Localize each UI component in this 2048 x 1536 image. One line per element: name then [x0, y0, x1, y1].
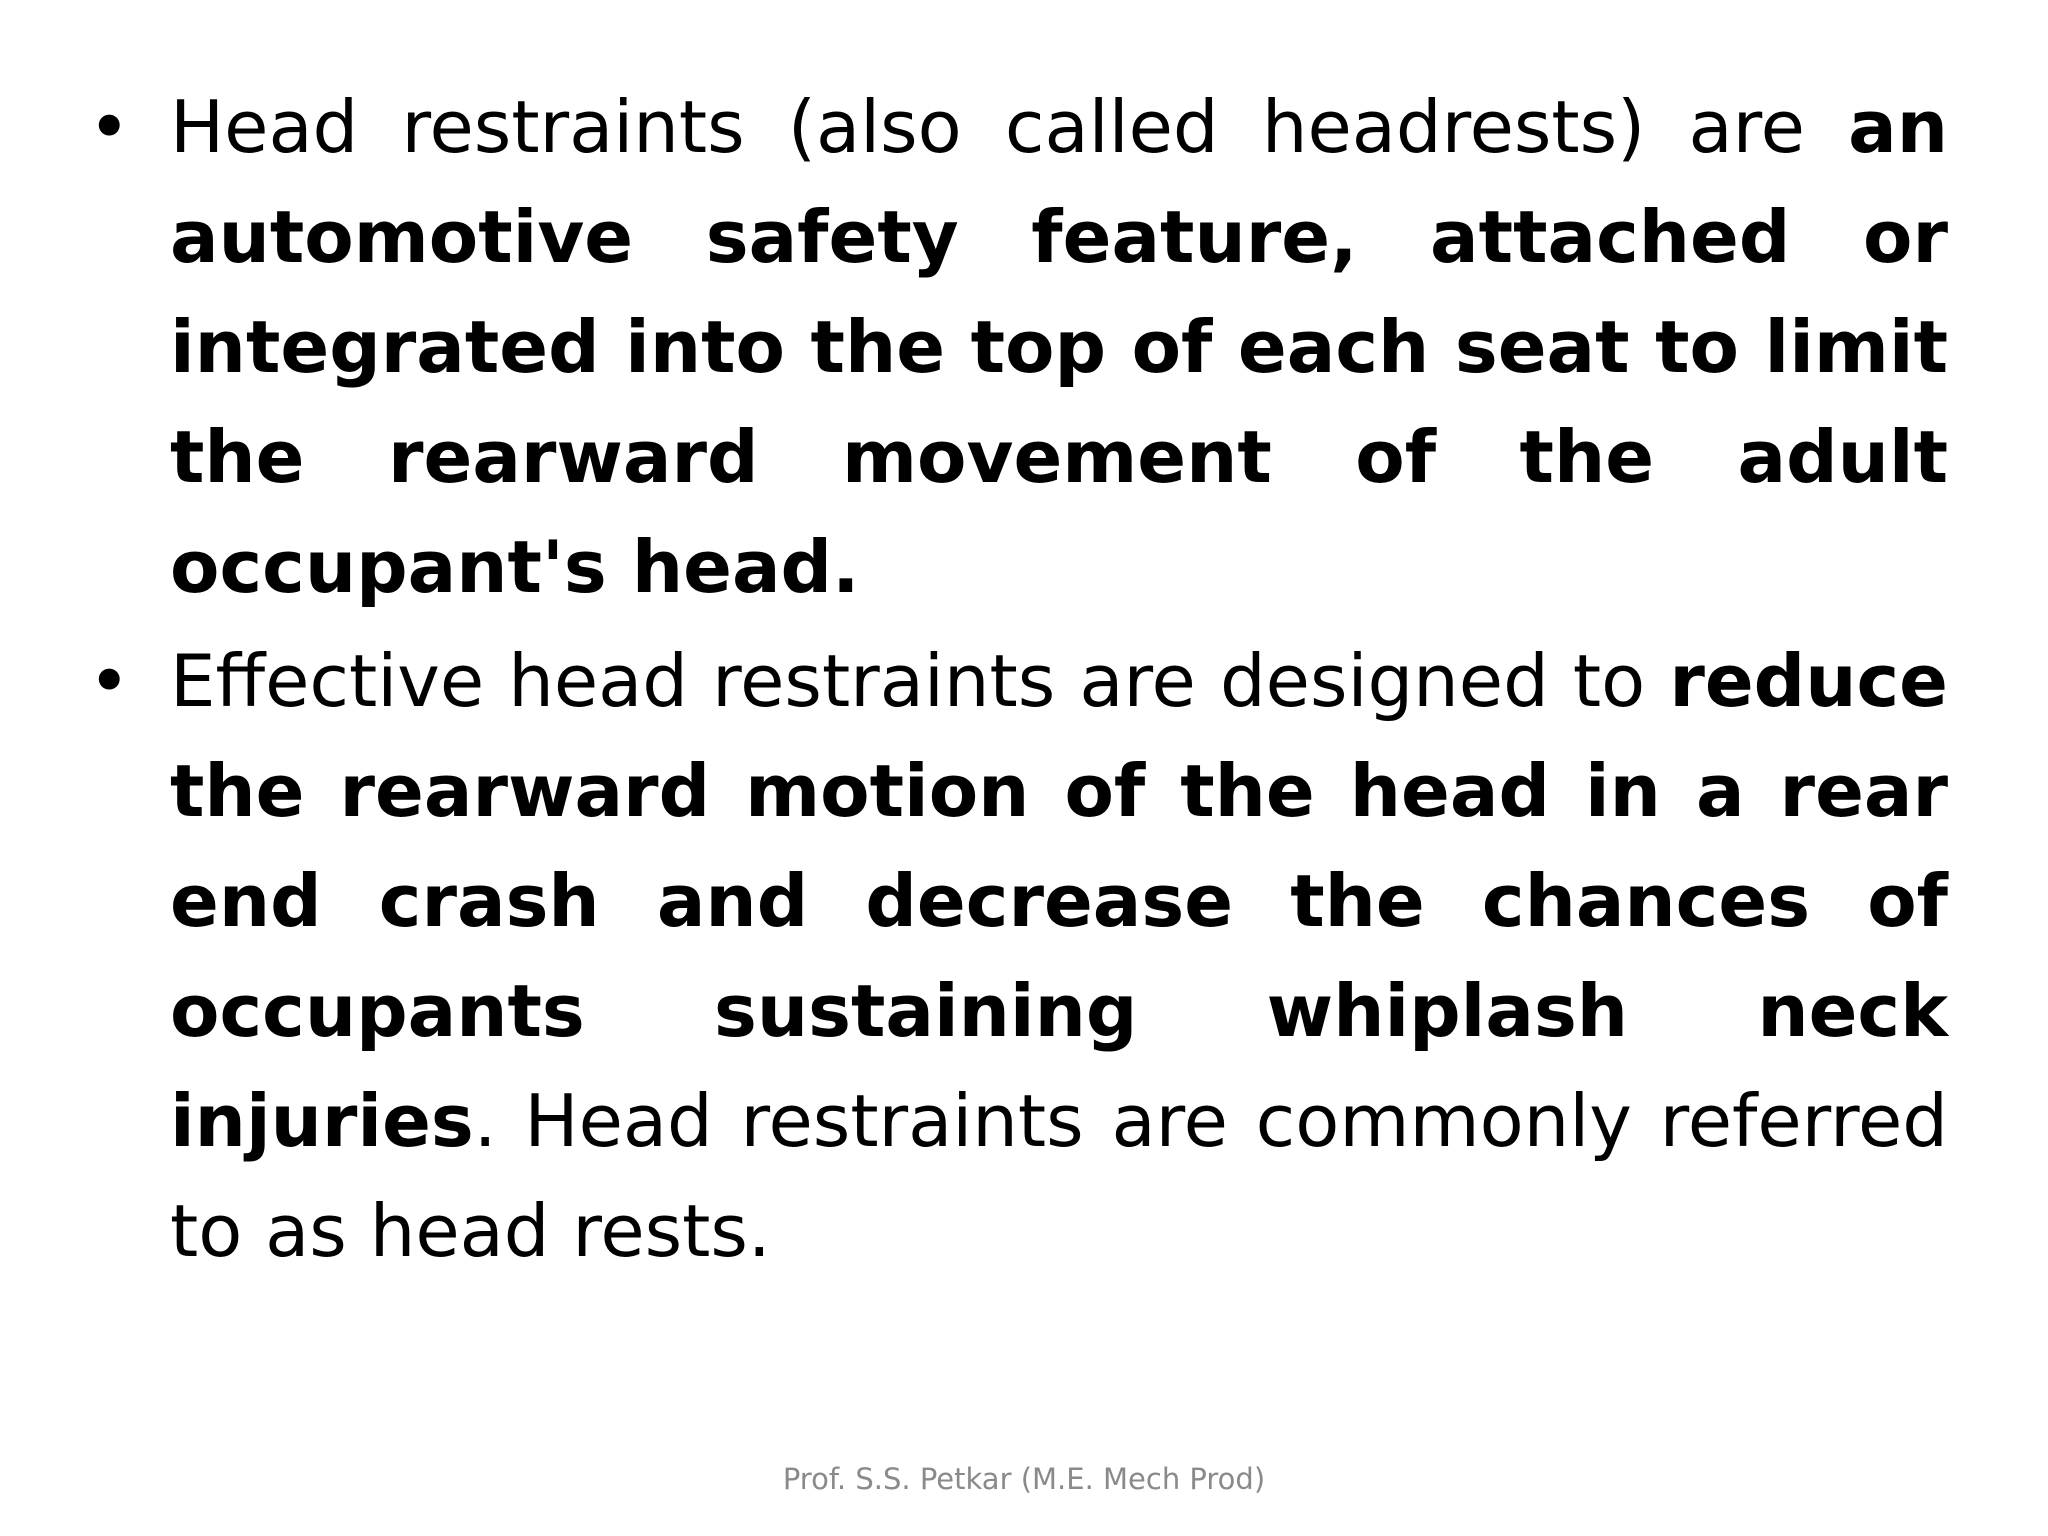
footer-author: Prof. S.S. Petkar (M.E. Mech Prod) — [782, 1462, 1266, 1496]
bullet-list — [88, 72, 1948, 1290]
bullet-2-text-bold: reduce the rearward motion of the head in a rear end crash and decrease the chances of occupants sustaining whiplash neck injuries — [170, 639, 1948, 1163]
bullet-2-text-regular: Effective head restraints are designed to — [170, 639, 1670, 723]
bullet-item-2 — [88, 626, 1948, 1286]
bullet-1-text-regular: Head restraints (also called headrests) are — [170, 85, 1849, 169]
bullet-2-text-regular-end: . Head restraints are commonly referred to as head rests. — [170, 1079, 1948, 1273]
bullet-icon: • — [88, 639, 131, 723]
bullet-icon: • — [88, 85, 131, 169]
bullet-1-text-bold: an automotive safety feature, attached or integrated into the top of each seat to limit the rearward movement of the adult occupant's head. — [170, 85, 1948, 609]
bullet-item-1 — [88, 72, 1948, 622]
